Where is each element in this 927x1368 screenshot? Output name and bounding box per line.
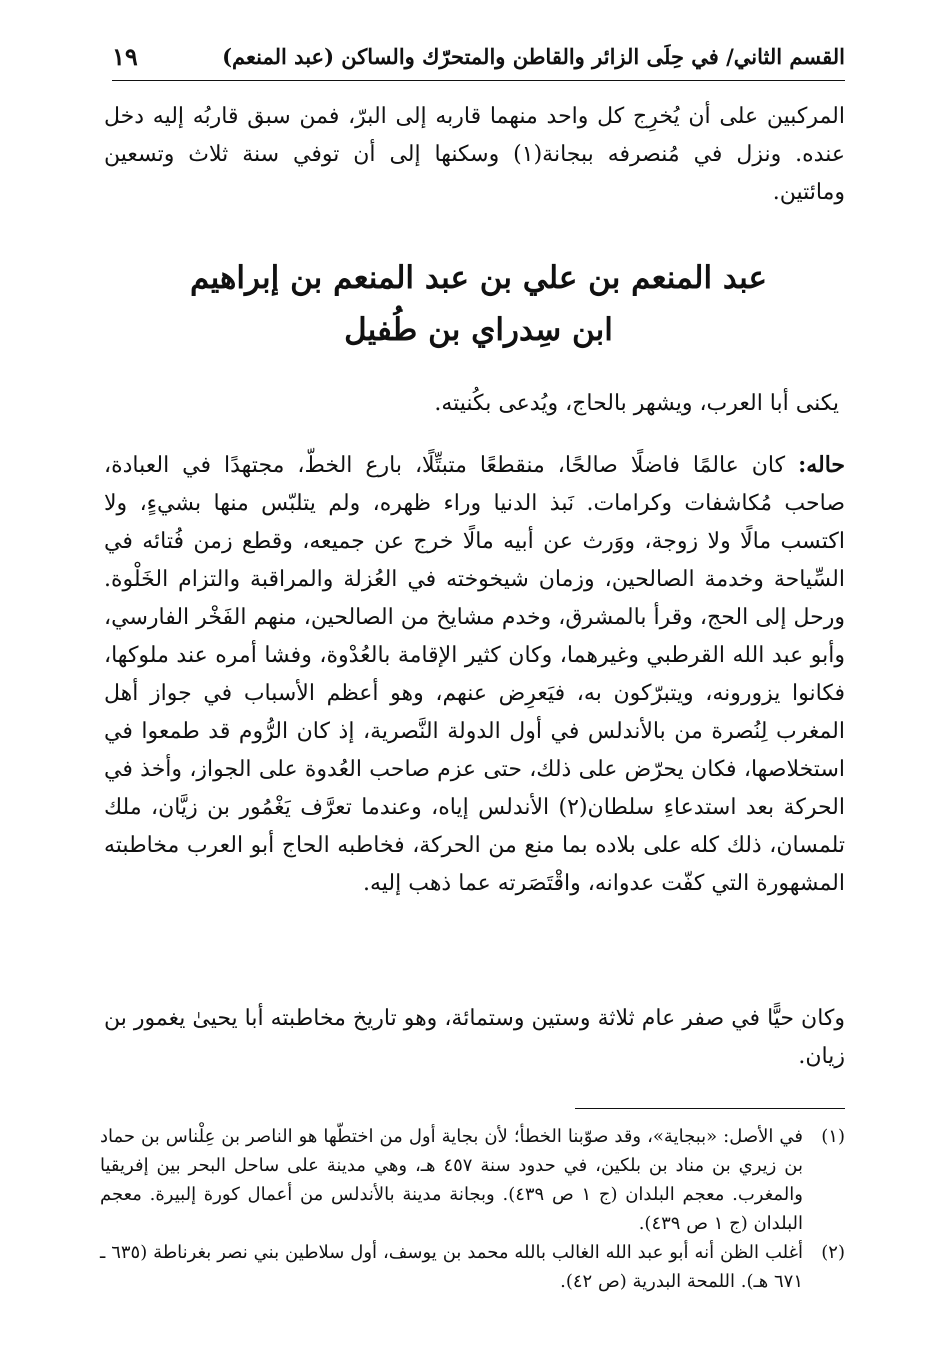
hal-text: كان عالمًا فاضلًا صالحًا، منقطعًا متبتِّلًا، بارع الخطّ، مجتهدًا في العبادة، صاحب مُكاشفات وكرامات. نَبذ الدنيا وراء ظهره، ولم يتلبّس منها بشيءٍ، ولا اكتسب مالًا ولا زوجة، ووَرث عن أبيه مالًا خرج عن جميعه، وقطع زمن فُتائه في السِّياحة وخدمة الصالحين، وزمان شيخوخته في العُزلة والمراقبة والتزام الخَلْوة. ورحل إلى الحج، وقرأ بالمشرق، وخدم مشايخ من الصالحين، منهم الفَخْر الفارسي، وأبو عبد الله القرطبي وغيرهما، وكان كثير الإقامة بالعُدْوة، وفشا أمره عند ملوكها، فكانوا يزورونه، ويتبرّكون به، فيَعرِض عنهم، وهو أعظم الأسباب في جواز أهل المغرب لِنُصرة من بالأندلس في أول الدولة النَّصرية، إذ كان الرُّوم قد طمعوا في استخلاصها، فكان يحرّض على ذلك، حتى عزم صاحب العُدوة على الجواز، وأخذ في الحركة بعد استدعاءِ سلطان(٢) الأندلس إياه، وعندما تعرَّف يَغْمُور بن زيَّان، ملك تلمسان، ذلك كله على بلاده بما منع من الحركة، فخاطبه الحاج أبو العرب مخاطبته المشهورة التي كفّت عدوانه، واقْتَصَرته عما ذهب إليه. — [104, 453, 845, 896]
footnote-number: (١) — [821, 1126, 845, 1147]
intro-paragraph: المركبين على أن يُخرِج كل واحد منهما قاربه إلى البرّ، فمن سبق قاربُه إليه دخل عنده. ونزل في مُنصرفه ببجانة(١) وسكنها إلى أن توفي سنة ثلاث وتسعين ومائتين. — [104, 104, 845, 205]
hal-label: حاله: — [798, 452, 845, 478]
running-header — [112, 40, 845, 81]
hal-paragraph — [104, 446, 845, 903]
kunya-paragraph: يكنى أبا العرب، ويشهر بالحاج، ويُدعى بكُنيته. — [434, 391, 839, 416]
footnote-1 — [100, 1122, 845, 1238]
page-number: ١٩ — [112, 42, 138, 71]
header-title: القسم الثاني/ في حِلَى الزائر والقاطن والمتحرّك والساكن (عبد المنعم) — [222, 44, 845, 69]
footnote-text: في الأصل: «ببجاية»، وقد صوّبنا الخطأ؛ لأن بجاية أول من اختطّها هو الناصر بن عِلْناس بن حماد بن زيري بن مناد بن بلكين، في حدود سنة ٤٥٧ هـ، وهي مدينة على ساحل البحر بين إفريقيا والمغرب. معجم البلدان (ج ١ ص ٤٣٩). وبجانة مدينة بالأندلس من أعمال كورة إلبيرة. معجم البلدان (ج ١ ص ٤٣٩). — [100, 1126, 803, 1234]
footnotes — [100, 1122, 845, 1296]
biography-title-line-1: عبد المنعم بن علي بن عبد المنعم بن إبراهيم — [190, 260, 767, 296]
footnote-number: (٢) — [821, 1242, 845, 1263]
footnote-divider — [575, 1108, 845, 1109]
footnote-text: أغلب الظن أنه أبو عبد الله الغالب بالله محمد بن يوسف، أول سلاطين بني نصر بغرناطة (٦٣٥ ـ ٦٧١ هـ). اللمحة البدرية (ص ٤٢). — [100, 1242, 803, 1292]
biography-title-line-2: ابن سِدراي بن طُفيل — [344, 312, 613, 348]
date-paragraph: وكان حيًّا في صفر عام ثلاثة وستين وستمائة، وهو تاريخ مخاطبته أبا يحيىٰ يغمور بن زيان. — [104, 1006, 845, 1069]
biography-title — [112, 252, 845, 356]
footnote-2 — [100, 1238, 845, 1296]
